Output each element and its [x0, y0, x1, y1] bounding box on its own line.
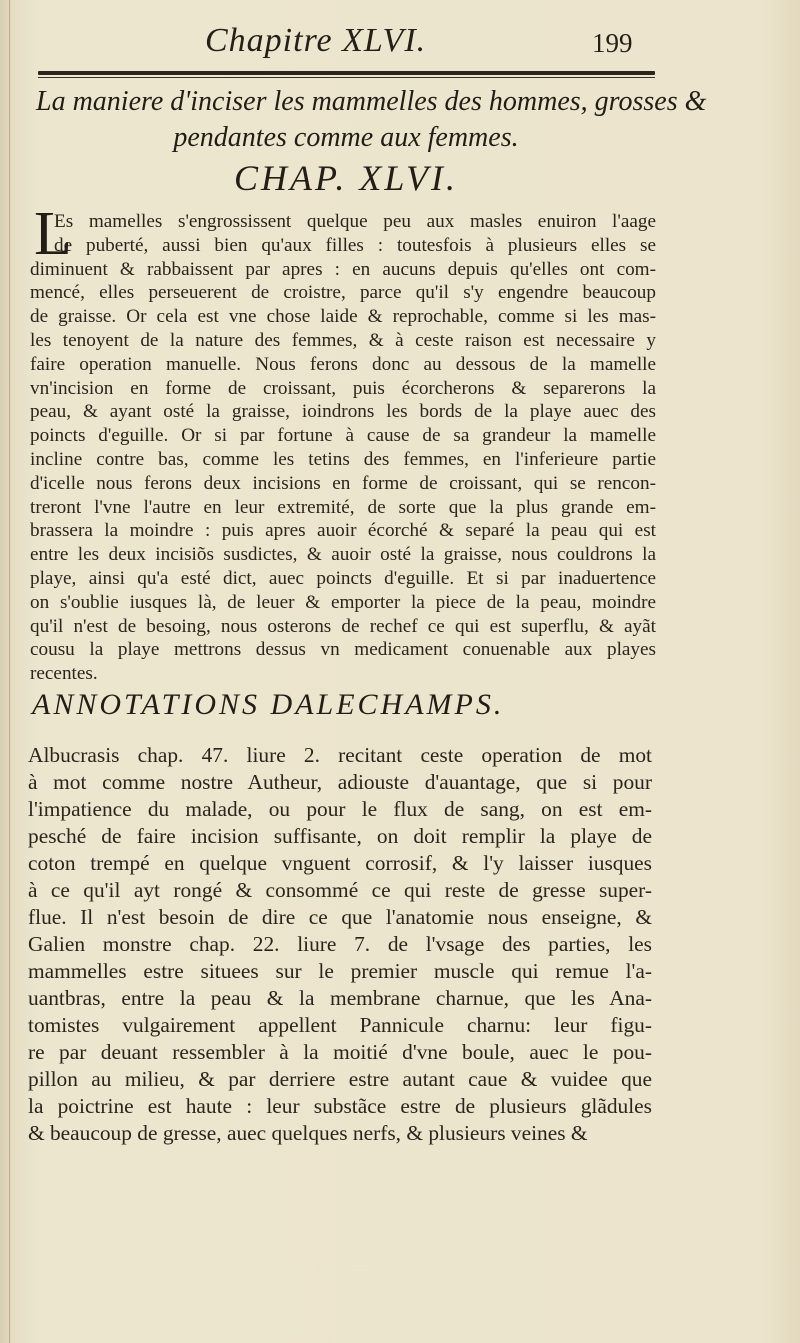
running-head: Chapitre XLVI.	[205, 22, 427, 59]
annotation-line: re par deuant ressembler à la moitié d'vne boule, auec le pou-	[28, 1040, 652, 1064]
body-line: mencé, elles perseuerent de croistre, parce qu'il s'y engendre beaucoup	[30, 282, 656, 304]
body-line: diminuent & rabbaissent par apres : en aucuns depuis qu'elles ont com-	[30, 258, 656, 280]
body-line: playe, ainsi qu'a esté dict, auec poincts d'eguille. Et si par inaduertence	[30, 567, 656, 589]
annotation-line: mammelles estre situees sur le premier muscle qui remue l'a-	[28, 959, 652, 983]
drop-capital: L	[34, 200, 72, 268]
body-line: incline contre bas, comme les tetins des femmes, en l'inferieure partie	[30, 448, 656, 470]
annotation-line: Galien monstre chap. 22. liure 7. de l'vsage des parties, les	[28, 932, 652, 956]
body-line: poincts d'eguille. Or si par fortune à cause de sa grandeur la mamelle	[30, 425, 656, 447]
annotation-line: & beaucoup de gresse, auec quelques nerfs, & plusieurs veines &	[28, 1121, 588, 1145]
chapter-title-block	[36, 84, 707, 200]
annotation-line: uantbras, entre la peau & la membrane charnue, que les Ana-	[28, 986, 652, 1010]
annotation-line: pesché de faire incision suffisante, on doit remplir la playe de	[28, 824, 652, 848]
page-number: 199	[592, 28, 633, 58]
body-line: d'icelle nous ferons deux incisions en forme de croissant, qui se rencon-	[30, 472, 656, 494]
annotation-line: Albucrasis chap. 47. liure 2. recitant ceste operation de mot	[28, 743, 652, 767]
annotation-line: l'impatience du malade, ou pour le flux de sang, on est em-	[28, 797, 652, 821]
annotations-heading: ANNOTATIONS DALECHAMPS.	[32, 688, 505, 721]
annotation-line: la poictrine est haute : leur substãce estre de plusieurs glãdules	[28, 1094, 652, 1118]
body-line: vn'incision en forme de croissant, puis écorcherons & separerons la	[30, 377, 656, 399]
chapter-number: CHAP. XLVI.	[233, 158, 458, 198]
body-line: de puberté, aussi bien qu'aux filles : toutesfois à plusieurs elles se	[54, 234, 656, 256]
chapter-title-line-1: La maniere d'inciser les mammelles des hommes, grosses &	[36, 86, 707, 117]
annotation-line: pillon au milieu, & par derriere estre autant caue & vuidee que	[28, 1067, 652, 1091]
page-header	[0, 22, 800, 62]
body-line: recentes.	[30, 663, 98, 685]
header-rule	[38, 71, 655, 75]
body-line: brassera la moindre : puis apres auoir écorché & separé la peau qui est	[30, 520, 656, 542]
annotation-line: à mot comme nostre Autheur, adiouste d'auantage, que si pour	[28, 770, 652, 794]
annotations-body	[28, 742, 652, 1147]
body-line: qu'il n'est de besoing, nous osterons de rechef ce qui est superflu, & ayãt	[30, 615, 656, 637]
body-line: treront l'vne l'autre en leur extremité, de sorte que la plus grande em-	[30, 496, 656, 518]
body-line: entre les deux incisiõs susdictes, & auoir osté la graisse, nous couldrons la	[30, 544, 656, 566]
body-line: Es mamelles s'engrossissent quelque peu aux masles enuiron l'aage	[54, 211, 656, 232]
body-line: cousu la playe mettrons dessus vn medicament conuenable aux playes	[30, 639, 656, 661]
annotation-line: tomistes vulgairement appellent Pannicule charnu: leur figu-	[28, 1013, 652, 1037]
body-line: de graisse. Or cela est vne chose laide & reprochable, comme si les mas-	[30, 306, 656, 328]
body-line: on s'oublie iusques là, de leuer & emporter la piece de la peau, moindre	[30, 591, 656, 613]
chapter-title-line-2: pendantes comme aux femmes.	[173, 122, 519, 153]
header-rule-thin	[38, 77, 655, 78]
body-line: peau, & ayant osté la graisse, ioindrons les bords de la playe auec des	[30, 401, 656, 423]
annotation-line: coton trempé en quelque vnguent corrosif, & l'y laisser iusques	[28, 851, 652, 875]
annotation-line: flue. Il n'est besoin de dire ce que l'anatomie nous enseigne, &	[28, 905, 652, 929]
gutter-edge	[9, 0, 10, 1343]
body-line: les tenoyent de la nature des femmes, & à ceste raison est necessaire y	[30, 329, 656, 351]
chapter-body	[30, 210, 656, 686]
body-line: faire operation manuelle. Nous ferons donc au dessous de la mamelle	[30, 353, 656, 375]
annotation-line: à ce qu'il ayt rongé & consommé ce qui reste de gresse super-	[28, 878, 652, 902]
